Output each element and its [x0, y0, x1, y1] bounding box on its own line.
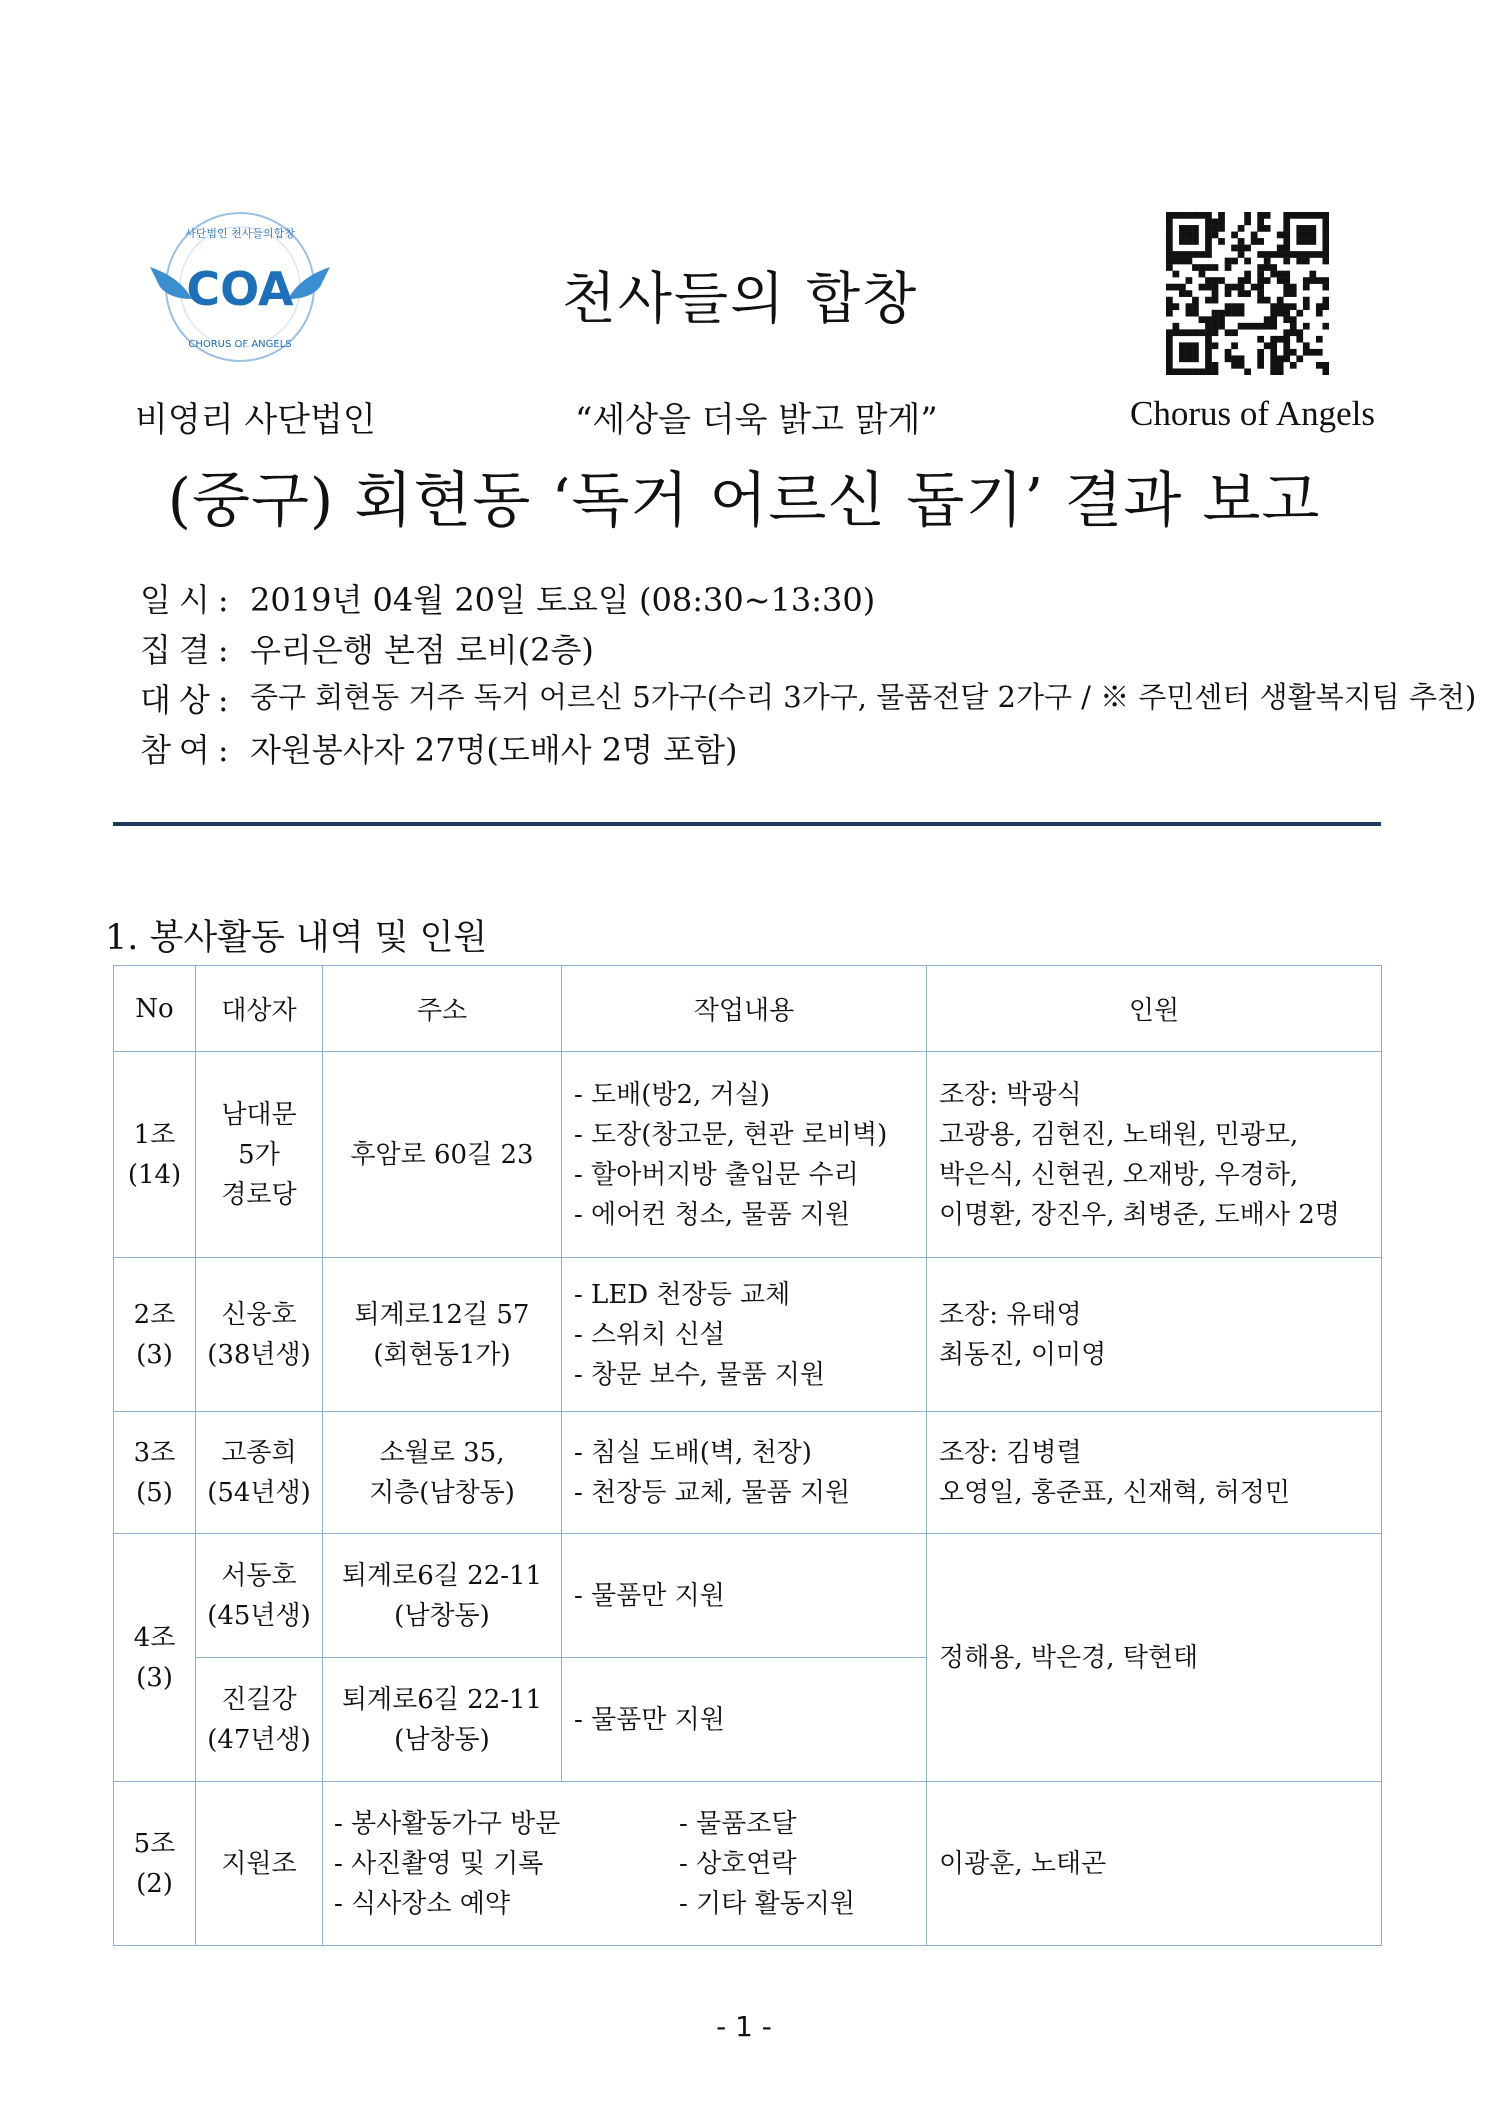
col-no: No [114, 966, 196, 1052]
table-row [114, 1534, 1382, 1658]
tasks-cell: - 물품만 지원 [562, 1658, 927, 1782]
event-info [140, 575, 1476, 775]
people-cell: 조장: 유태영 최동진, 이미영 [927, 1258, 1382, 1412]
logo-text: COA [186, 262, 294, 316]
col-tasks: 작업내용 [562, 966, 927, 1052]
info-label: 일시: [140, 581, 237, 619]
svg-text:CHORUS OF ANGELS: CHORUS OF ANGELS [188, 339, 292, 350]
task-item: - 에어컨 청소, 물품 지원 [574, 1199, 851, 1230]
col-target: 대상자 [196, 966, 323, 1052]
section-title: 1. 봉사활동 내역 및 인원 [105, 918, 488, 958]
col-address: 주소 [323, 966, 562, 1052]
target-cell: 남대문 5가 경로당 [196, 1052, 323, 1258]
info-value: 자원봉사자 27명(도배사 2명 포함) [250, 731, 738, 769]
task-item: - 물품조달 [679, 1808, 797, 1839]
info-date [140, 575, 1476, 625]
info-target [140, 675, 1476, 725]
people-cell: 이광훈, 노태곤 [927, 1782, 1382, 1946]
tasks-cell [562, 1258, 927, 1412]
address-cell: 퇴계로6길 22-11 (남창동) [323, 1534, 562, 1658]
address-cell: 후암로 60길 23 [323, 1052, 562, 1258]
tasks-cell [562, 1412, 927, 1534]
target-cell: 서동호 (45년생) [196, 1534, 323, 1658]
activity-table [113, 965, 1382, 1946]
table-header-row [114, 966, 1382, 1052]
tasks-cell [323, 1782, 927, 1946]
report-title: (중구) 회현동 ‘독거 어르신 돕기’ 결과 보고 [167, 466, 1321, 536]
people-cell: 조장: 김병렬 오영일, 홍준표, 신재혁, 허정민 [927, 1412, 1382, 1534]
table-row [114, 1052, 1382, 1258]
page-number: - 1 - [716, 2010, 772, 2043]
org-title: 천사들의 합창 [561, 267, 919, 332]
info-value: 2019년 04월 20일 토요일 (08:30~13:30) [250, 581, 876, 619]
task-item: - 스위치 신설 [574, 1319, 725, 1350]
people-cell: 조장: 박광식 고광용, 김현진, 노태원, 민광모, 박은식, 신현권, 오재방, 우경하, 이명환, 장진우, 최병준, 도배사 2명 [927, 1052, 1382, 1258]
task-item: - LED 천장등 교체 [574, 1279, 791, 1310]
target-cell: 고종희 (54년생) [196, 1412, 323, 1534]
task-item: - 도배(방2, 거실) [574, 1079, 770, 1110]
table-row [114, 1258, 1382, 1412]
address-cell: 퇴계로6길 22-11 (남창동) [323, 1658, 562, 1782]
svg-text:사단법인 천사들의합창: 사단법인 천사들의합창 [185, 227, 295, 240]
task-item: - 봉사활동가구 방문 [334, 1808, 561, 1839]
info-value: 중구 회현동 거주 독거 어르신 5가구(수리 3가구, 물품전달 2가구 / ※ 주민센터 생활복지팀 추천) [250, 680, 1477, 714]
group-no: 3조 (5) [114, 1412, 196, 1534]
people-cell: 정해용, 박은경, 탁현태 [927, 1534, 1382, 1782]
coa-logo [140, 207, 340, 372]
task-item: - 상호연락 [679, 1848, 797, 1879]
target-cell: 진길강 (47년생) [196, 1658, 323, 1782]
address-cell: 퇴계로12길 57 (회현동1가) [323, 1258, 562, 1412]
table-row [114, 1412, 1382, 1534]
info-label: 참여: [140, 731, 237, 769]
qr-code[interactable] [1166, 212, 1329, 375]
task-item: - 식사장소 예약 [334, 1888, 511, 1919]
target-cell: 지원조 [196, 1782, 323, 1946]
task-item: - 창문 보수, 물품 지원 [574, 1359, 826, 1390]
info-label: 대상: [140, 681, 237, 719]
task-item: - 기타 활동지원 [679, 1888, 856, 1919]
info-value: 우리은행 본점 로비(2층) [250, 631, 594, 669]
info-label: 집결: [140, 631, 237, 669]
group-no: 4조 (3) [114, 1534, 196, 1782]
org-name-en: Chorus of Angels [1130, 394, 1375, 433]
task-item: - 침실 도배(벽, 천장) [574, 1437, 812, 1468]
info-participants [140, 725, 1476, 775]
col-people: 인원 [927, 966, 1382, 1052]
info-meeting-place [140, 625, 1476, 675]
slogan: “세상을 더욱 밝고 맑게” [575, 400, 938, 440]
task-item: - 사진촬영 및 기록 [334, 1848, 544, 1879]
table-row [114, 1782, 1382, 1946]
tasks-cell [562, 1052, 927, 1258]
group-no: 1조 (14) [114, 1052, 196, 1258]
task-item: - 할아버지방 출입문 수리 [574, 1159, 859, 1190]
group-no: 2조 (3) [114, 1258, 196, 1412]
task-item: - 도장(창고문, 현관 로비벽) [574, 1119, 888, 1150]
target-cell: 신웅호 (38년생) [196, 1258, 323, 1412]
task-item: - 천장등 교체, 물품 지원 [574, 1477, 851, 1508]
tasks-cell: - 물품만 지원 [562, 1534, 927, 1658]
divider [113, 822, 1381, 826]
org-type: 비영리 사단법인 [135, 400, 376, 440]
group-no: 5조 (2) [114, 1782, 196, 1946]
address-cell: 소월로 35, 지층(남창동) [323, 1412, 562, 1534]
